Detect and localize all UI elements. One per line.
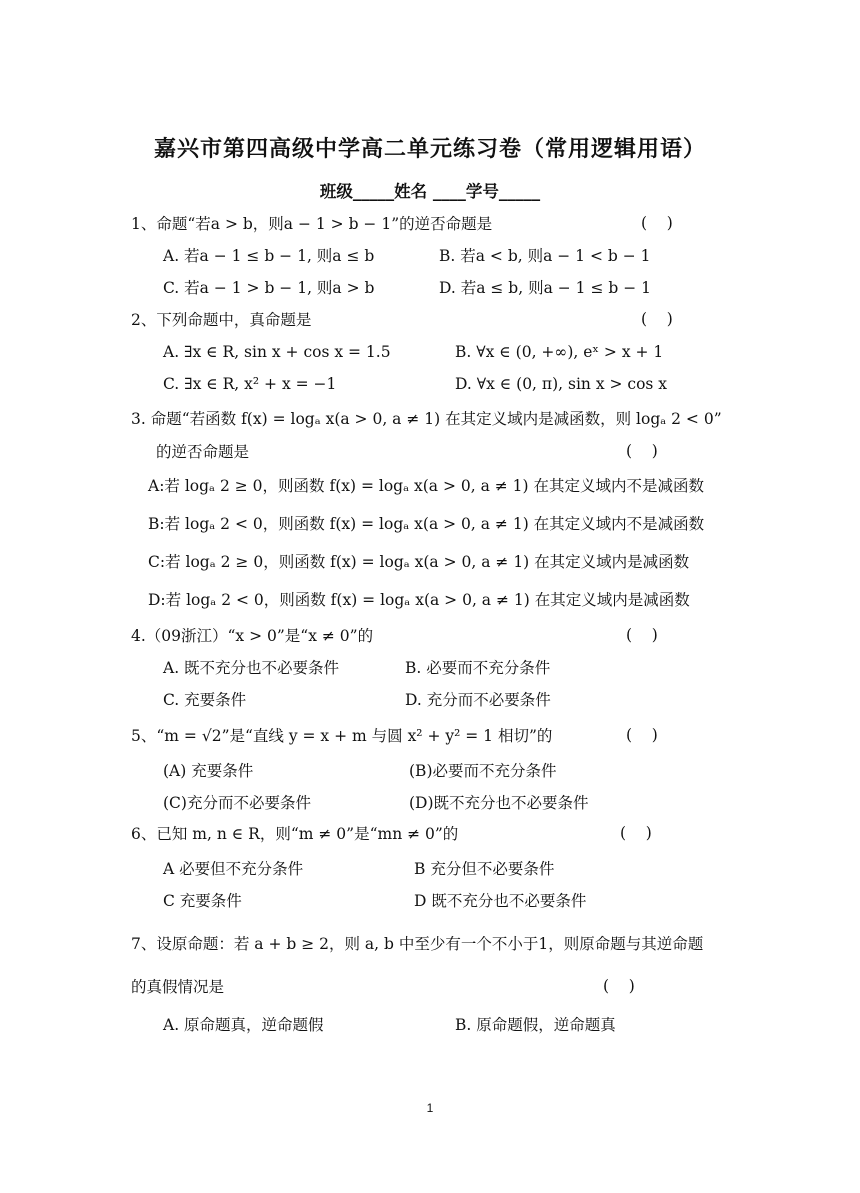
question-4-answer-paren: ( ): [626, 626, 658, 644]
question-6-option-a: A 必要但不充分条件: [163, 860, 304, 878]
question-3-answer-paren: ( ): [626, 442, 658, 460]
question-1-stem: 1、命题“若a > b，则a − 1 > b − 1”的逆否命题是: [131, 215, 493, 233]
question-1-option-b: B. 若a < b, 则a − 1 < b − 1: [439, 247, 651, 265]
question-5-option-b: (B)必要而不充分条件: [409, 762, 557, 780]
question-5-option-a: (A) 充要条件: [163, 762, 254, 780]
question-1-option-c: C. 若a − 1 > b − 1, 则a > b: [163, 279, 375, 297]
question-3-stem-continued: 的逆否命题是: [156, 443, 250, 461]
question-2-option-d: D. ∀x ∈ (0, π), sin x > cos x: [455, 375, 668, 393]
question-5-option-d: (D)既不充分也不必要条件: [409, 794, 589, 812]
question-2-stem: 2、下列命题中，真命题是: [131, 311, 312, 329]
question-5-option-c: (C)充分而不必要条件: [163, 794, 311, 812]
question-4-option-c: C. 充要条件: [163, 691, 247, 709]
question-6-option-d: D 既不充分也不必要条件: [414, 892, 587, 910]
question-7-stem-continued: 的真假情况是: [131, 978, 225, 996]
question-3-option-c: C:若 logₐ 2 ≥ 0，则函数 f(x) = logₐ x(a > 0, a ≠ 1) 在其定义域内是减函数: [148, 553, 690, 571]
question-6-option-c: C 充要条件: [163, 892, 242, 910]
question-3-option-d: D:若 logₐ 2 < 0，则函数 f(x) = logₐ x(a > 0, a ≠ 1) 在其定义域内是减函数: [148, 591, 690, 609]
question-2-option-a: A. ∃x ∈ R, sin x + cos x = 1.5: [163, 343, 391, 361]
page-number: 1: [426, 1101, 434, 1115]
question-4-option-d: D. 充分而不必要条件: [405, 691, 551, 709]
question-1-answer-paren: ( ): [641, 214, 673, 232]
question-6-option-b: B 充分但不必要条件: [414, 860, 555, 878]
question-7-option-b: B. 原命题假，逆命题真: [455, 1016, 616, 1034]
question-3-stem: 3. 命题“若函数 f(x) = logₐ x(a > 0, a ≠ 1) 在其定义域内是减函数，则 logₐ 2 < 0”: [131, 410, 722, 428]
question-2-answer-paren: ( ): [641, 310, 673, 328]
question-2-option-c: C. ∃x ∈ R, x² + x = −1: [163, 375, 337, 393]
question-2-option-b: B. ∀x ∈ (0, +∞), eˣ > x + 1: [455, 343, 664, 361]
question-5-answer-paren: ( ): [626, 726, 658, 744]
question-7-option-a: A. 原命题真，逆命题假: [163, 1016, 324, 1034]
question-1-option-d: D. 若a ≤ b, 则a − 1 ≤ b − 1: [439, 279, 651, 297]
question-4-stem: 4.（09浙江）“x > 0”是“x ≠ 0”的: [131, 627, 374, 645]
question-4-option-a: A. 既不充分也不必要条件: [163, 659, 340, 677]
question-6-answer-paren: ( ): [620, 824, 652, 842]
question-5-stem: 5、“m = √2”是“直线 y = x + m 与圆 x² + y² = 1 相切”的: [131, 727, 553, 745]
page-title: 嘉兴市第四高级中学高二单元练习卷（常用逻辑用语）: [153, 137, 706, 162]
question-7-answer-paren: ( ): [603, 977, 635, 995]
student-info: 班级_____姓名 ____学号_____: [319, 182, 541, 201]
question-3-option-a: A:若 logₐ 2 ≥ 0，则函数 f(x) = logₐ x(a > 0, a ≠ 1) 在其定义域内不是减函数: [148, 477, 704, 495]
question-1-option-a: A. 若a − 1 ≤ b − 1, 则a ≤ b: [163, 247, 375, 265]
question-4-option-b: B. 必要而不充分条件: [405, 659, 551, 677]
question-7-stem: 7、设原命题：若 a + b ≥ 2，则 a, b 中至少有一个不小于1，则原命题与其逆命题: [131, 935, 704, 953]
question-6-stem: 6、已知 m, n ∈ R，则“m ≠ 0”是“mn ≠ 0”的: [131, 825, 459, 843]
question-3-option-b: B:若 logₐ 2 < 0，则函数 f(x) = logₐ x(a > 0, a ≠ 1) 在其定义域内不是减函数: [148, 515, 705, 533]
